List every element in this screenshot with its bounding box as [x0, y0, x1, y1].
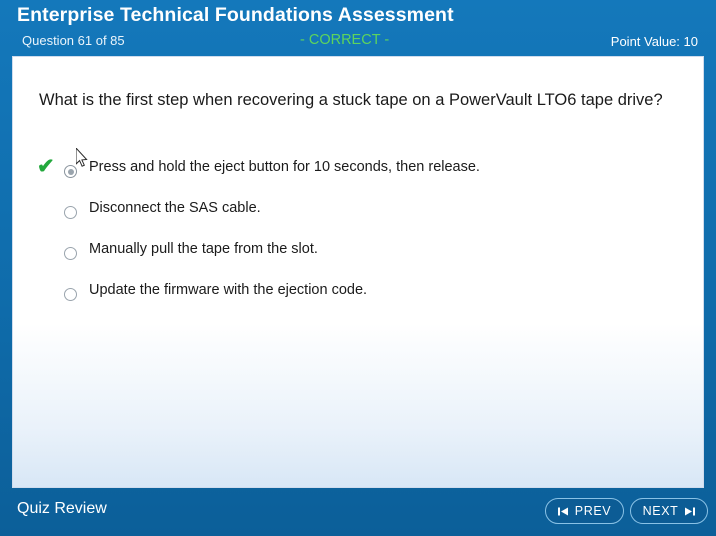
- check-icon: ✔: [37, 155, 55, 178]
- next-arrow-icon: [684, 507, 695, 516]
- radio-button-2[interactable]: [64, 206, 77, 219]
- prev-arrow-icon: [558, 507, 569, 516]
- header-bar: [0, 0, 716, 54]
- choice-option-1[interactable]: [13, 155, 705, 200]
- choice-option-4[interactable]: [13, 282, 705, 323]
- status-badge: - CORRECT -: [300, 32, 390, 48]
- question-card: [12, 56, 704, 488]
- choice-label-2: Disconnect the SAS cable.: [89, 200, 261, 216]
- next-button[interactable]: [630, 498, 708, 524]
- quiz-review-label: Quiz Review: [17, 500, 107, 517]
- radio-button-4[interactable]: [64, 288, 77, 301]
- choice-label-1: Press and hold the eject button for 10 seconds, then release.: [89, 159, 480, 175]
- question-text: What is the first step when recovering a stuck tape on a PowerVault LTO6 tape drive?: [39, 91, 663, 109]
- choice-label-3: Manually pull the tape from the slot.: [89, 241, 318, 257]
- choice-option-2[interactable]: [13, 200, 705, 241]
- question-counter: Question 61 of 85: [22, 33, 125, 48]
- prev-button-label: PREV: [574, 504, 612, 518]
- page-title: Enterprise Technical Foundations Assessment: [17, 4, 454, 26]
- choice-list: [13, 155, 705, 323]
- choice-label-4: Update the firmware with the ejection code.: [89, 282, 368, 298]
- choice-option-3[interactable]: [13, 241, 705, 282]
- prev-button[interactable]: [545, 498, 624, 524]
- next-button-label: NEXT: [642, 504, 679, 518]
- footer-bar: [0, 488, 716, 536]
- mouse-cursor-icon: [76, 148, 88, 167]
- point-value: Point Value: 10: [610, 34, 698, 49]
- radio-button-3[interactable]: [64, 247, 77, 260]
